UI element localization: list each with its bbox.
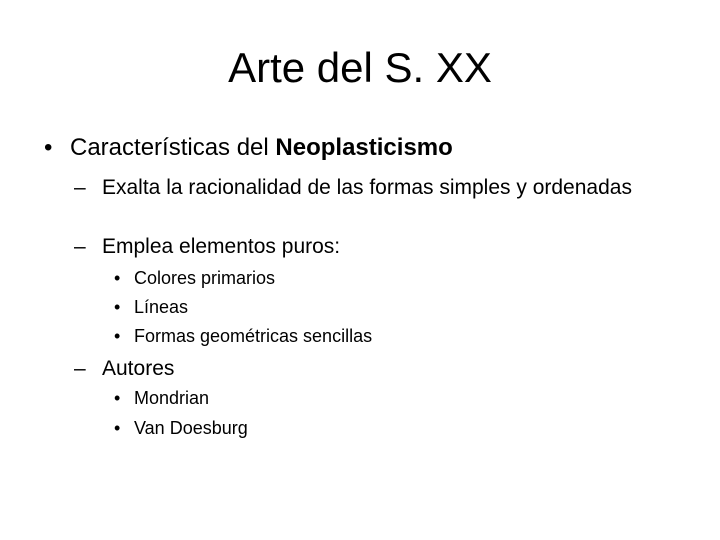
list-item-text: Líneas	[134, 297, 189, 317]
dash-symbol: –	[74, 176, 86, 199]
slide-title: Arte del S. XX	[228, 44, 492, 91]
dash-symbol: –	[74, 357, 86, 380]
list-item-van-doesburg	[114, 416, 248, 440]
bullet-symbol: •	[114, 388, 121, 408]
list-item-lineas	[114, 295, 188, 319]
list-item-text: Mondrian	[134, 388, 210, 408]
dash-symbol: –	[74, 235, 86, 258]
main-bullet	[44, 133, 453, 163]
bullet-symbol: •	[114, 418, 121, 438]
sub-bullet-text: Exalta la racionalidad de las formas simples y ordenadas	[102, 176, 632, 199]
bullet-symbol: •	[114, 297, 121, 317]
bullet-symbol: •	[114, 326, 121, 346]
sub-bullet-autores	[74, 355, 634, 382]
list-item-text: Colores primarios	[134, 268, 276, 288]
list-item-mondrian	[114, 386, 209, 410]
sub-bullet-exalta	[74, 174, 634, 201]
list-item-text: Van Doesburg	[134, 418, 248, 438]
main-bullet-text: Características del	[70, 134, 276, 161]
bullet-symbol: •	[114, 268, 121, 288]
sub-bullet-emplea	[74, 233, 634, 260]
sub-bullet-text: Emplea elementos puros:	[102, 235, 341, 258]
list-item-colores	[114, 266, 275, 290]
list-item-text: Formas geométricas sencillas	[134, 326, 373, 346]
bullet-symbol: •	[44, 134, 53, 161]
sub-bullet-text: Autores	[102, 357, 175, 380]
list-item-formas	[114, 324, 372, 348]
main-bullet-bold-text: Neoplasticismo	[275, 134, 453, 161]
